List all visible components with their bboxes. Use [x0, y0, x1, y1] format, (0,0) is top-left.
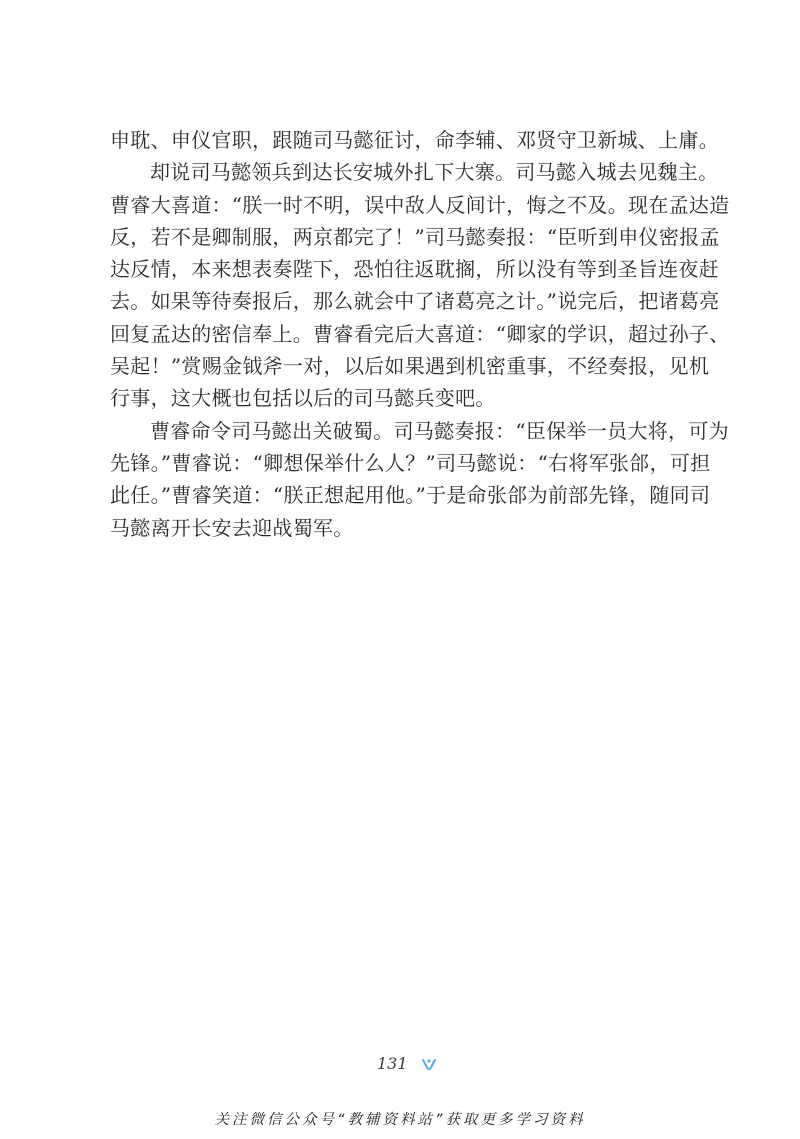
- paragraph-start-line: 曹睿命令司马懿出关破蜀。司马懿奏报：“臣保举一员大将，可为: [150, 418, 729, 443]
- text-line: 达反情，本来想表奏陛下，恐怕往返耽搁，所以没有等到圣旨连夜赶: [110, 257, 719, 282]
- text-line: 去。如果等待奏报后，那么就会中了诸葛亮之计。”说完后，把诸葛亮: [110, 289, 720, 314]
- paragraph-start-line: 却说司马懿领兵到达长安城外扎下大寨。司马懿入城去见魏主。: [150, 160, 719, 185]
- text-line: 回复孟达的密信奉上。曹睿看完后大喜道：“卿家的学识，超过孙子、: [110, 321, 730, 346]
- footer-watermark-text: 关注微信公众号“教辅资料站”获取更多学习资料: [214, 1112, 586, 1128]
- page-number: 131: [377, 1054, 408, 1073]
- text-line: 曹睿大喜道：“朕一时不明，误中敌人反间计，悔之不及。现在孟达造: [110, 192, 730, 217]
- text-line: 申耽、申仪官职，跟随司马懿征讨，命李辅、邓贤守卫新城、上庸。: [110, 128, 719, 152]
- text-line: 先锋。”曹睿说：“卿想保举什么人？”司马懿说：“右将军张郃，可担: [110, 450, 711, 475]
- paragraph-end-line: 马懿离开长安去迎战蜀军。: [110, 515, 354, 540]
- text-line: 吴起！”赏赐金钺斧一对，以后如果遇到机密重事，不经奏报，见机: [110, 354, 710, 379]
- water-drops-icon: [420, 1057, 438, 1071]
- body-text: [110, 124, 730, 544]
- text-line: 此任。”曹睿笑道：“朕正想起用他。”于是命张郃为前部先锋，随同司: [110, 483, 711, 508]
- text-line: 反，若不是卿制服，两京都完了！”司马懿奏报：“臣听到申仪密报孟: [110, 224, 720, 249]
- paragraph-end-line: 行事，这大概也包括以后的司马懿兵变吧。: [110, 386, 496, 411]
